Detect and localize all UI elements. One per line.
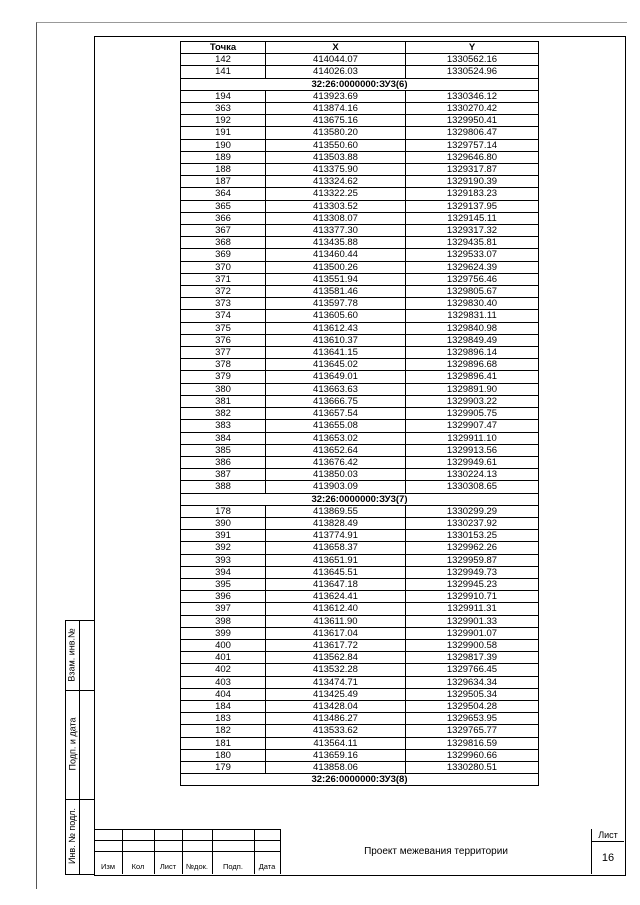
point-cell: 380 (181, 383, 266, 395)
point-cell: 188 (181, 164, 266, 176)
y-cell: 1329913.56 (406, 444, 539, 456)
section-row (181, 774, 539, 786)
y-cell: 1329896.41 (406, 371, 539, 383)
y-cell: 1329624.39 (406, 261, 539, 273)
point-cell: 141 (181, 66, 266, 78)
table-row (181, 359, 539, 371)
x-cell: 413649.01 (266, 371, 406, 383)
left-stamp-sidebar (65, 620, 94, 874)
table-row (181, 66, 539, 78)
y-cell: 1329806.47 (406, 127, 539, 139)
point-cell: 189 (181, 151, 266, 163)
section-row (181, 493, 539, 505)
table-row (181, 700, 539, 712)
y-cell: 1329137.95 (406, 200, 539, 212)
x-cell: 413645.51 (266, 566, 406, 578)
x-cell: 413486.27 (266, 713, 406, 725)
point-cell: 190 (181, 139, 266, 151)
point-cell: 142 (181, 54, 266, 66)
x-cell: 413562.84 (266, 652, 406, 664)
x-cell: 413500.26 (266, 261, 406, 273)
table-row (181, 176, 539, 188)
table-row (181, 652, 539, 664)
point-cell: 400 (181, 639, 266, 651)
y-cell: 1330308.65 (406, 481, 539, 493)
table-row (181, 639, 539, 651)
label-inv-replaced: Взам. инв.№ (67, 627, 78, 682)
table-row (181, 554, 539, 566)
point-cell: 368 (181, 237, 266, 249)
point-cell: 376 (181, 334, 266, 346)
point-cell: 184 (181, 700, 266, 712)
point-cell: 383 (181, 420, 266, 432)
x-cell: 413324.62 (266, 176, 406, 188)
y-cell: 1330280.51 (406, 761, 539, 773)
table-row (181, 713, 539, 725)
x-cell: 413903.09 (266, 481, 406, 493)
y-cell: 1329949.73 (406, 566, 539, 578)
x-cell: 413460.44 (266, 249, 406, 261)
sheet-label: Лист (592, 829, 624, 842)
y-cell: 1330562.16 (406, 54, 539, 66)
y-cell: 1329962.26 (406, 542, 539, 554)
table-row (181, 469, 539, 481)
point-cell: 180 (181, 749, 266, 761)
header-y: Y (406, 42, 539, 54)
point-cell: 392 (181, 542, 266, 554)
sidebar-value-orig (79, 799, 94, 875)
table-row (181, 517, 539, 529)
point-cell: 365 (181, 200, 266, 212)
point-cell: 370 (181, 261, 266, 273)
x-cell: 413869.55 (266, 505, 406, 517)
table-row (181, 212, 539, 224)
y-cell: 1330153.25 (406, 530, 539, 542)
x-cell: 413655.08 (266, 420, 406, 432)
section-title: 32:26:0000000:ЗУ3(7) (181, 493, 539, 505)
document-title: Проект межевания территории (280, 829, 592, 874)
x-cell: 413617.04 (266, 627, 406, 639)
y-cell: 1329900.58 (406, 639, 539, 651)
x-cell: 413611.90 (266, 615, 406, 627)
x-cell: 413503.88 (266, 151, 406, 163)
y-cell: 1329905.75 (406, 408, 539, 420)
table-row (181, 505, 539, 517)
point-cell: 377 (181, 347, 266, 359)
x-cell: 413303.52 (266, 200, 406, 212)
y-cell: 1329816.59 (406, 737, 539, 749)
table-row (181, 115, 539, 127)
y-cell: 1329817.39 (406, 652, 539, 664)
x-cell: 413612.40 (266, 603, 406, 615)
y-cell: 1329317.87 (406, 164, 539, 176)
y-cell: 1329950.41 (406, 115, 539, 127)
x-cell: 413923.69 (266, 90, 406, 102)
table-row (181, 371, 539, 383)
x-cell: 413581.46 (266, 286, 406, 298)
point-cell: 386 (181, 456, 266, 468)
x-cell: 413425.49 (266, 688, 406, 700)
x-cell: 413675.16 (266, 115, 406, 127)
table-row (181, 627, 539, 639)
table-row (181, 261, 539, 273)
point-cell: 395 (181, 578, 266, 590)
x-cell: 413532.28 (266, 664, 406, 676)
x-cell: 413605.60 (266, 310, 406, 322)
point-cell: 396 (181, 591, 266, 603)
point-cell: 178 (181, 505, 266, 517)
x-cell: 413435.88 (266, 237, 406, 249)
table-row (181, 334, 539, 346)
point-cell: 192 (181, 115, 266, 127)
y-cell: 1329183.23 (406, 188, 539, 200)
table-row (181, 737, 539, 749)
table-row (181, 347, 539, 359)
col-kol: Кол (131, 862, 145, 871)
y-cell: 1330270.42 (406, 103, 539, 115)
x-cell: 413676.42 (266, 456, 406, 468)
x-cell: 413641.15 (266, 347, 406, 359)
table-row (181, 603, 539, 615)
y-cell: 1329505.34 (406, 688, 539, 700)
y-cell: 1330346.12 (406, 90, 539, 102)
y-cell: 1329959.87 (406, 554, 539, 566)
point-cell: 373 (181, 298, 266, 310)
y-cell: 1329756.46 (406, 273, 539, 285)
point-cell: 397 (181, 603, 266, 615)
table-row (181, 237, 539, 249)
point-cell: 387 (181, 469, 266, 481)
col-izm: Изм (101, 862, 115, 871)
y-cell: 1329901.07 (406, 627, 539, 639)
x-cell: 413858.06 (266, 761, 406, 773)
point-cell: 194 (181, 90, 266, 102)
table-row (181, 566, 539, 578)
table-row (181, 188, 539, 200)
y-cell: 1329435.81 (406, 237, 539, 249)
point-cell: 390 (181, 517, 266, 529)
table-row (181, 395, 539, 407)
table-row (181, 322, 539, 334)
y-cell: 1329190.39 (406, 176, 539, 188)
point-cell: 372 (181, 286, 266, 298)
point-cell: 181 (181, 737, 266, 749)
x-cell: 413533.62 (266, 725, 406, 737)
point-cell: 367 (181, 225, 266, 237)
y-cell: 1329317.32 (406, 225, 539, 237)
x-cell: 413308.07 (266, 212, 406, 224)
x-cell: 413580.20 (266, 127, 406, 139)
x-cell: 413663.63 (266, 383, 406, 395)
table-row (181, 139, 539, 151)
x-cell: 413624.41 (266, 591, 406, 603)
point-cell: 388 (181, 481, 266, 493)
y-cell: 1329840.98 (406, 322, 539, 334)
table-row (181, 456, 539, 468)
x-cell: 413564.11 (266, 737, 406, 749)
table-row (181, 432, 539, 444)
x-cell: 413617.72 (266, 639, 406, 651)
y-cell: 1329634.34 (406, 676, 539, 688)
point-cell: 369 (181, 249, 266, 261)
table-row (181, 408, 539, 420)
section-title: 32:26:0000000:ЗУ3(8) (181, 774, 539, 786)
point-cell: 403 (181, 676, 266, 688)
table-row (181, 542, 539, 554)
table-row (181, 298, 539, 310)
header-x: X (266, 42, 406, 54)
y-cell: 1329896.68 (406, 359, 539, 371)
point-cell: 379 (181, 371, 266, 383)
point-cell: 401 (181, 652, 266, 664)
table-row (181, 530, 539, 542)
section-row (181, 78, 539, 90)
table-row (181, 591, 539, 603)
table-row (181, 615, 539, 627)
y-cell: 1329849.49 (406, 334, 539, 346)
x-cell: 413322.25 (266, 188, 406, 200)
col-podp: Подп. (223, 862, 243, 871)
sidebar-value-replaced (79, 620, 94, 691)
sheet-number-box (592, 829, 624, 874)
x-cell: 413551.94 (266, 273, 406, 285)
x-cell: 413474.71 (266, 676, 406, 688)
point-cell: 375 (181, 322, 266, 334)
y-cell: 1329891.90 (406, 383, 539, 395)
y-cell: 1329945.23 (406, 578, 539, 590)
table-row (181, 249, 539, 261)
y-cell: 1330224.13 (406, 469, 539, 481)
table-row (181, 761, 539, 773)
table-row (181, 444, 539, 456)
point-cell: 179 (181, 761, 266, 773)
point-cell: 374 (181, 310, 266, 322)
table-row (181, 200, 539, 212)
y-cell: 1329766.45 (406, 664, 539, 676)
x-cell: 413850.03 (266, 469, 406, 481)
y-cell: 1329145.11 (406, 212, 539, 224)
col-data: Дата (258, 862, 276, 871)
point-cell: 399 (181, 627, 266, 639)
sidebar-value-sign (79, 690, 94, 800)
table-row (181, 749, 539, 761)
x-cell: 413651.91 (266, 554, 406, 566)
sheet-number: 16 (601, 852, 615, 864)
point-cell: 187 (181, 176, 266, 188)
point-cell: 385 (181, 444, 266, 456)
x-cell: 413653.02 (266, 432, 406, 444)
x-cell: 414026.03 (266, 66, 406, 78)
point-cell: 363 (181, 103, 266, 115)
table-row (181, 127, 539, 139)
y-cell: 1329765.77 (406, 725, 539, 737)
section-title: 32:26:0000000:ЗУ3(6) (181, 78, 539, 90)
table-row (181, 664, 539, 676)
col-ndok: №док. (186, 862, 208, 871)
table-row (181, 310, 539, 322)
y-cell: 1329831.11 (406, 310, 539, 322)
col-list: Лист (159, 862, 177, 871)
x-cell: 413659.16 (266, 749, 406, 761)
coordinates-table (180, 41, 539, 786)
table-row (181, 688, 539, 700)
y-cell: 1329646.80 (406, 151, 539, 163)
y-cell: 1330299.29 (406, 505, 539, 517)
table-row (181, 103, 539, 115)
table-row (181, 578, 539, 590)
x-cell: 413666.75 (266, 395, 406, 407)
table-row (181, 481, 539, 493)
point-cell: 384 (181, 432, 266, 444)
table-row (181, 286, 539, 298)
point-cell: 378 (181, 359, 266, 371)
y-cell: 1329910.71 (406, 591, 539, 603)
x-cell: 413828.49 (266, 517, 406, 529)
revision-grid (94, 829, 280, 874)
y-cell: 1329757.14 (406, 139, 539, 151)
title-block (94, 829, 624, 874)
table-row (181, 164, 539, 176)
label-inv-orig: Инв. № подл. (67, 807, 77, 865)
x-cell: 413658.37 (266, 542, 406, 554)
x-cell: 413657.54 (266, 408, 406, 420)
y-cell: 1329504.28 (406, 700, 539, 712)
y-cell: 1329805.67 (406, 286, 539, 298)
point-cell: 191 (181, 127, 266, 139)
x-cell: 413652.64 (266, 444, 406, 456)
y-cell: 1329960.66 (406, 749, 539, 761)
header-point: Точка (181, 42, 266, 54)
y-cell: 1329907.47 (406, 420, 539, 432)
y-cell: 1330524.96 (406, 66, 539, 78)
point-cell: 381 (181, 395, 266, 407)
y-cell: 1330237.92 (406, 517, 539, 529)
table-row (181, 225, 539, 237)
x-cell: 413610.37 (266, 334, 406, 346)
table-row (181, 151, 539, 163)
x-cell: 413375.90 (266, 164, 406, 176)
table-row (181, 273, 539, 285)
point-cell: 364 (181, 188, 266, 200)
y-cell: 1329901.33 (406, 615, 539, 627)
y-cell: 1329911.31 (406, 603, 539, 615)
point-cell: 404 (181, 688, 266, 700)
point-cell: 371 (181, 273, 266, 285)
table-row (181, 420, 539, 432)
point-cell: 366 (181, 212, 266, 224)
point-cell: 382 (181, 408, 266, 420)
x-cell: 413874.16 (266, 103, 406, 115)
point-cell: 393 (181, 554, 266, 566)
x-cell: 413550.60 (266, 139, 406, 151)
x-cell: 413612.43 (266, 322, 406, 334)
x-cell: 413774.91 (266, 530, 406, 542)
y-cell: 1329949.61 (406, 456, 539, 468)
y-cell: 1329896.14 (406, 347, 539, 359)
point-cell: 391 (181, 530, 266, 542)
table-header-row (181, 42, 539, 54)
point-cell: 402 (181, 664, 266, 676)
point-cell: 394 (181, 566, 266, 578)
x-cell: 413597.78 (266, 298, 406, 310)
point-cell: 398 (181, 615, 266, 627)
table-row (181, 676, 539, 688)
x-cell: 413377.30 (266, 225, 406, 237)
x-cell: 413647.18 (266, 578, 406, 590)
y-cell: 1329653.95 (406, 713, 539, 725)
point-cell: 182 (181, 725, 266, 737)
table-row (181, 383, 539, 395)
x-cell: 413428.04 (266, 700, 406, 712)
x-cell: 414044.07 (266, 54, 406, 66)
label-sign-date: Подп. и дата (67, 717, 78, 771)
y-cell: 1329911.10 (406, 432, 539, 444)
x-cell: 413645.02 (266, 359, 406, 371)
y-cell: 1329830.40 (406, 298, 539, 310)
y-cell: 1329533.07 (406, 249, 539, 261)
point-cell: 183 (181, 713, 266, 725)
table-row (181, 90, 539, 102)
y-cell: 1329903.22 (406, 395, 539, 407)
table-row (181, 725, 539, 737)
table-row (181, 54, 539, 66)
